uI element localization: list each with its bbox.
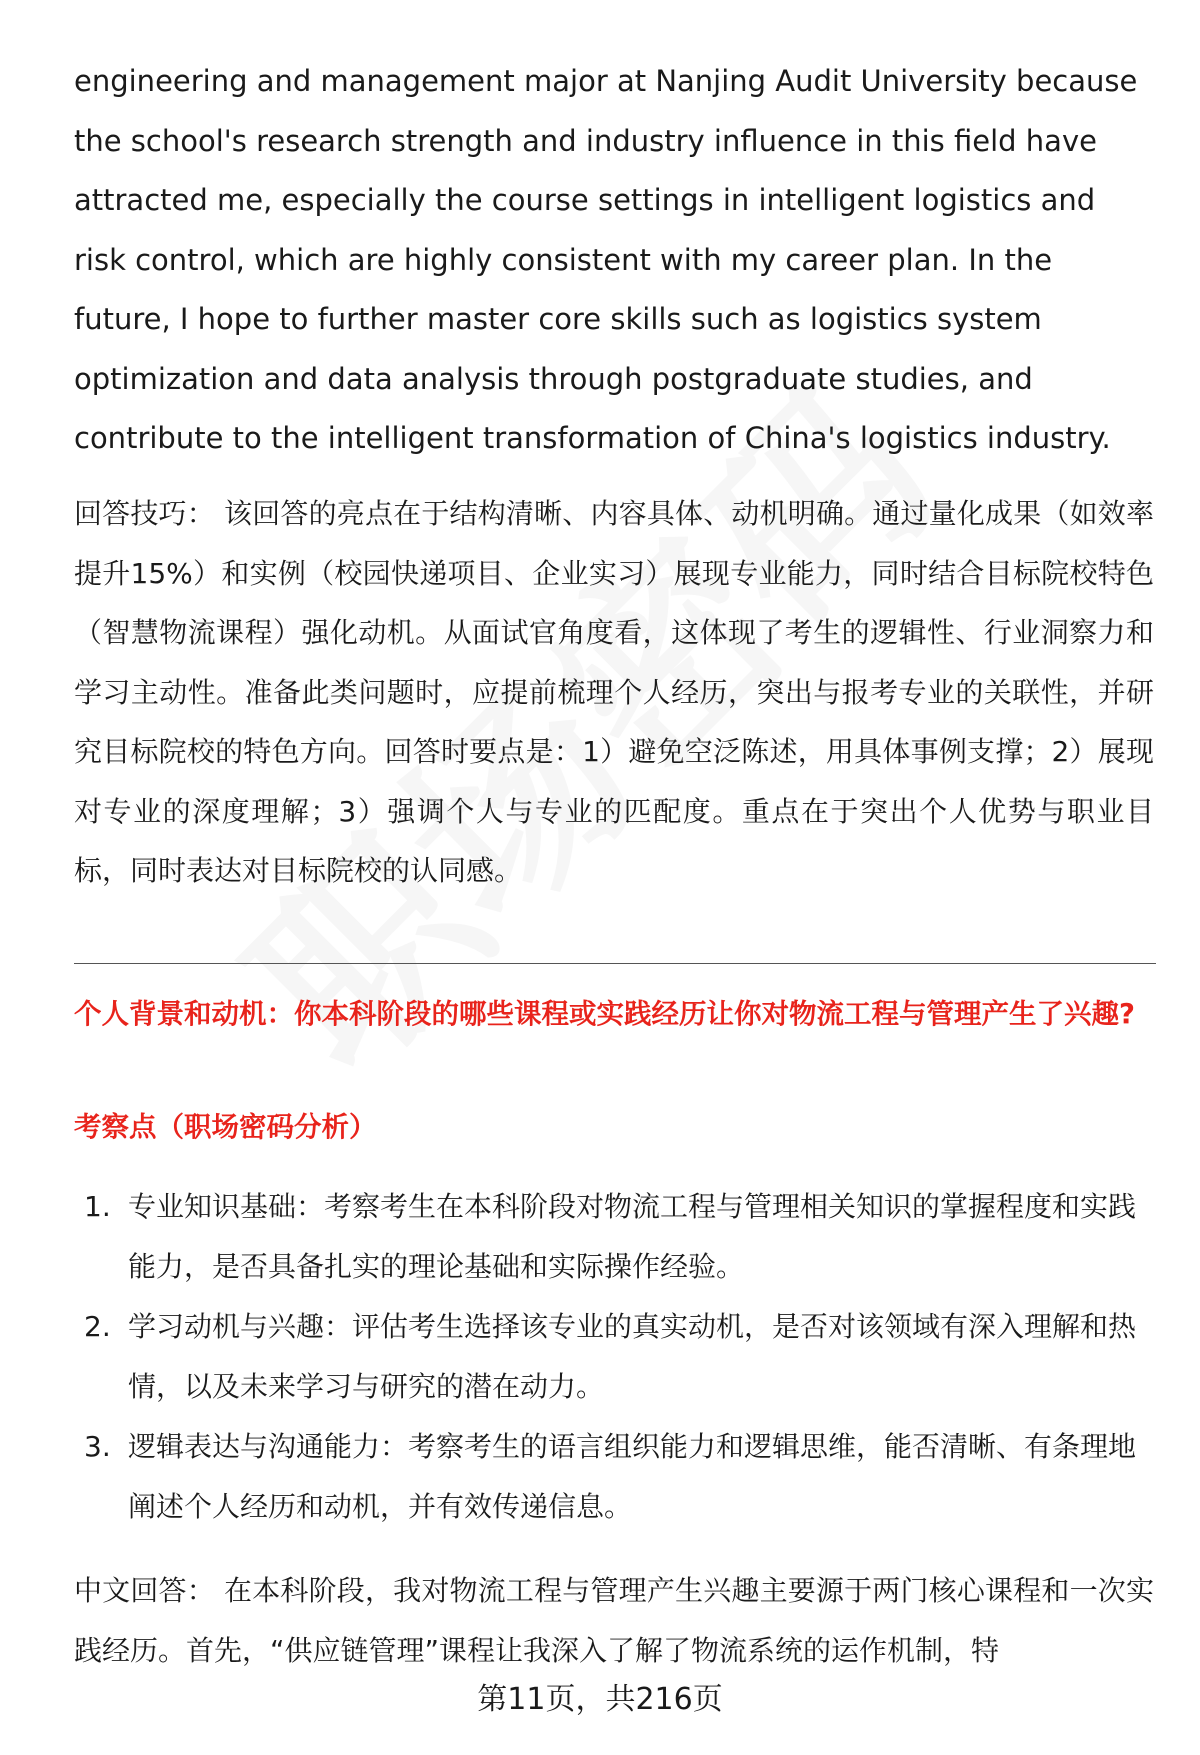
section-title: 考察点（职场密码分析） (74, 1111, 377, 1143)
answer-paragraph (74, 1561, 1154, 1680)
list-item-text: 专业知识基础：考察考生在本科阶段对物流工程与管理相关知识的掌握程度和实践能力，是否具备扎实的理论基础和实际操作经验。 (128, 1190, 1137, 1283)
tips-label: 回答技巧： (74, 497, 215, 530)
section-divider (74, 963, 1156, 964)
tips-text: 该回答的亮点在于结构清晰、内容具体、动机明确。通过量化成果（如效率提升15%）和实例（校园快递项目、企业实习）展现专业能力，同时结合目标院校特色（智慧物流课程）强化动机。从面试官角度看，这体现了考生的逻辑性、行业洞察力和学习主动性。准备此类问题时，应提前梳理个人经历，突出与报考专业的关联性，并研究目标院校的特色方向。回答时要点是：1）避免空泛陈述，用具体事例支撑；2）展现对专业的深度理解；3）强调个人与专业的匹配度。重点在于突出个人优势与职业目标，同时表达对目标院校的认同感。 (74, 497, 1154, 887)
list-item (74, 1417, 1156, 1536)
answer-text: 在本科阶段，我对物流工程与管理产生兴趣主要源于两门核心课程和一次实践经历。首先，“供应链管理”课程让我深入了解了物流系统的运作机制，特 (74, 1574, 1154, 1667)
list-item (74, 1177, 1156, 1296)
list-item-text: 逻辑表达与沟通能力：考察考生的语言组织能力和逻辑思维，能否清晰、有条理地阐述个人经历和动机，并有效传递信息。 (128, 1430, 1137, 1523)
list-item-number: 1. (84, 1190, 111, 1223)
list-item-number: 3. (84, 1430, 111, 1463)
intro-paragraph: engineering and management major at Nanjing Audit University because the school's research strength and industry influence in this field have attracted me, especially the course settings in intelligent logistics and risk control, which are highly consistent with my career plan. In the future, I hope to further master core skills such as logistics system optimization and data analysis through postgraduate studies, and contribute to the intelligent transformation of China's logistics industry. (74, 64, 1138, 455)
page-number-footer: 第11页，共216页 (477, 1682, 723, 1717)
tips-paragraph (74, 484, 1154, 901)
answer-label: 中文回答： (74, 1574, 215, 1607)
question-heading: 个人背景和动机：你本科阶段的哪些课程或实践经历让你对物流工程与管理产生了兴趣? (74, 998, 1135, 1030)
list-item-number: 2. (84, 1310, 111, 1343)
list-item (74, 1297, 1156, 1416)
assessment-points-list (74, 1177, 1156, 1537)
list-item-text: 学习动机与兴趣：评估考生选择该专业的真实动机，是否对该领域有深入理解和热情，以及未来学习与研究的潜在动力。 (128, 1310, 1137, 1403)
